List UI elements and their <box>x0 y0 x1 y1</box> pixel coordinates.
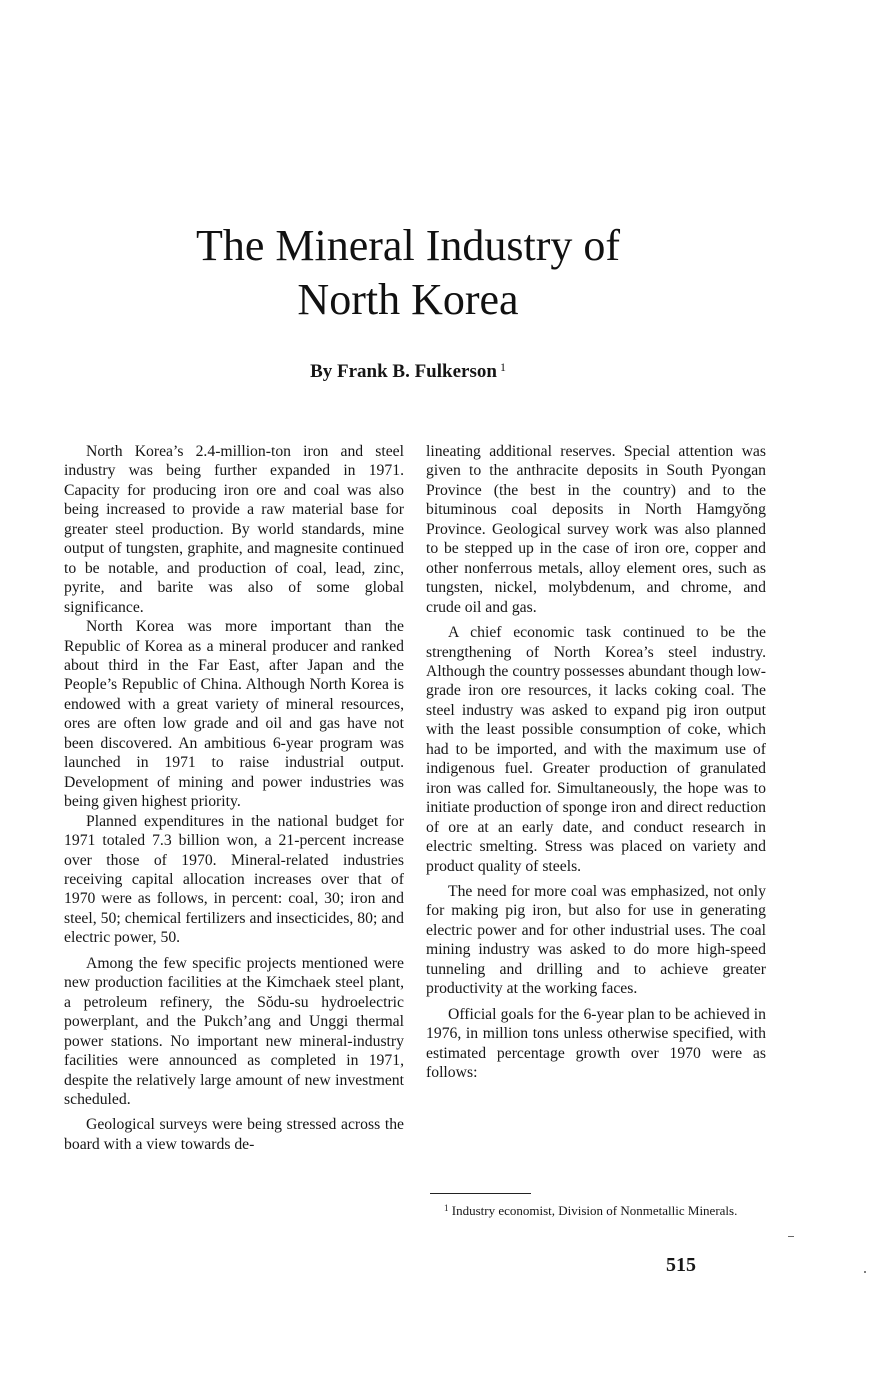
margin-dot <box>864 1271 866 1273</box>
paragraph: lineating additional reserves. Special attention was given to the anthracite deposits in South Pyongan Province (the best in the country) and to the bituminous coal deposits in North Hamgyŏng Province. Geological survey work was also planned to be stepped up in the case of iron ore, copper and other nonferrous metals, alloy element ores, such as tungsten, nickel, molybdenum, and chrome, and crude oil and gas. <box>426 443 766 616</box>
page-number: 515 <box>666 1254 696 1276</box>
left-column <box>64 442 404 1154</box>
paragraph: A chief economic task continued to be the strengthening of North Korea’s steel industry. Although the country possesses abundant though low-grade iron ore resources, it lacks coking coal. The steel industry was asked to expand pig iron output with the least possible consumption of coke, which had to be imported, and with the maximum use of indigenous fuel. Greater production of granulated iron was called for. Simultaneously, the hope was to initiate production of sponge iron and direct reduction of ore at an early date, and conduct research in electric smelting. Stress was placed on variety and product quality of steels. <box>426 624 766 875</box>
author-name: By Frank B. Fulkerson <box>310 361 497 382</box>
paragraph: The need for more coal was emphasized, not only for making pig iron, but also for use in generating electric power and for other industrial uses. The coal mining industry was asked to do more high-speed tunneling and drilling and to achieve greater productivity at the working faces. <box>426 882 766 998</box>
right-column <box>426 442 766 1083</box>
paragraph: Official goals for the 6-year plan to be achieved in 1976, in million tons unless otherwise specified, with estimated percentage growth over 1970 were as follows: <box>426 1005 766 1082</box>
paragraph: North Korea was more important than the Republic of Korea as a mineral producer and ranked about third in the Far East, after Japan and the People’s Republic of China. Although North Korea is endowed with a great variety of mineral resources, ores are often low grade and oil and gas have not been discovered. An ambitious 6-year program was launched in 1971 to raise industrial output. Development of mining and power industries was being given highest priority. <box>64 618 404 811</box>
paragraph: Geological surveys were being stressed across the board with a view towards de- <box>64 1116 404 1153</box>
footnote-number: 1 <box>444 1203 449 1213</box>
footnote-marker: 1 <box>499 360 506 374</box>
article-title-line-1: The Mineral Industry of <box>196 221 620 270</box>
footnote-rule <box>430 1193 531 1194</box>
margin-mark <box>788 1236 794 1237</box>
paragraph: North Korea’s 2.4-million-ton iron and steel industry was being further expanded in 1971. Capacity for producing iron ore and coal was also being increased to provide a raw material base for greater steel production. By world standards, mine output of tungsten, graphite, and magnesite continued to be notable, and production of coal, lead, zinc, pyrite, and barite was also of some global significance. <box>64 443 404 616</box>
footnote <box>430 1201 772 1219</box>
article-title-line-2: North Korea <box>297 275 519 324</box>
byline <box>0 360 816 383</box>
paragraph: Among the few specific projects mentioned were new production facilities at the Kimchaek steel plant, a petroleum refinery, the Sŏdu-su hydroelectric powerplant, and the Pukch’ang and Unggi thermal power stations. No important new mineral-industry facilities were announced as completed in 1971, despite the relatively large amount of new investment scheduled. <box>64 954 404 1108</box>
paragraph: Planned expenditures in the national budget for 1971 totaled 7.3 billion won, a 21-percent increase over those of 1970. Mineral-related industries receiving capital allocation increases over that of 1970 were as follows, in percent: coal, 30; iron and steel, 50; chemical fertilizers and insecticides, 80; and electric power, 50. <box>64 812 404 947</box>
footnote-text: Industry economist, Division of Nonmetallic Minerals. <box>451 1203 738 1218</box>
